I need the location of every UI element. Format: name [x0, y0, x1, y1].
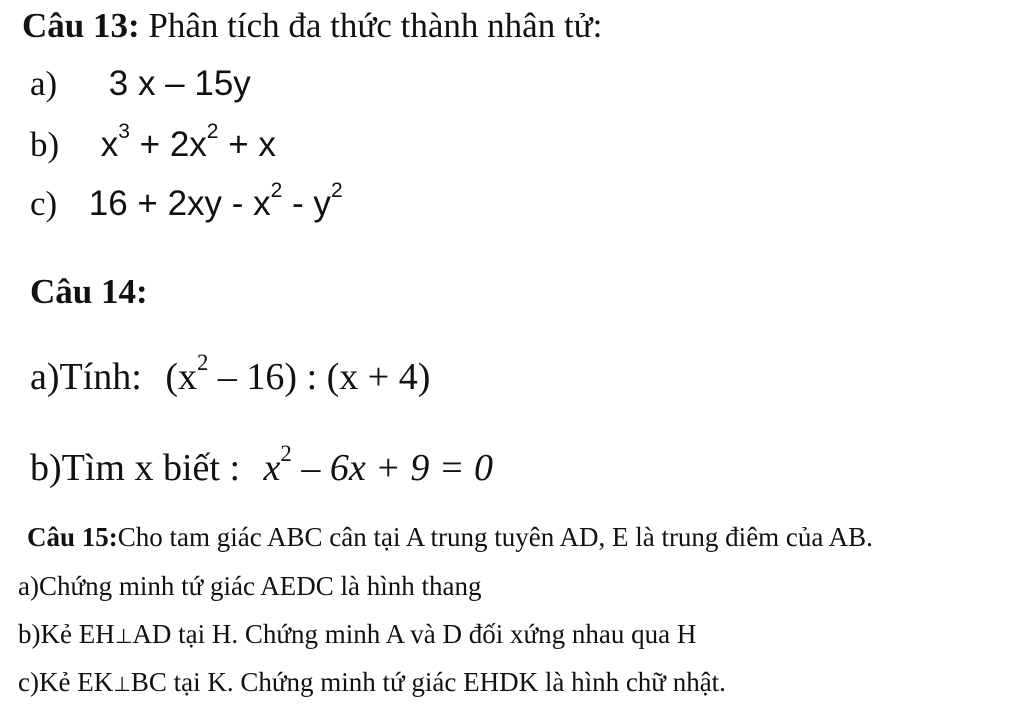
q13-title: Câu 13:	[22, 6, 140, 45]
q15-heading	[27, 522, 873, 553]
q13-a-expr: 3 x – 15y	[108, 64, 251, 103]
q13-heading	[22, 6, 602, 46]
q13-item-a	[30, 64, 251, 104]
q15-prompt: Cho tam giác ABC cân tại A trung tuyên AD, E là trung điêm của AB.	[117, 522, 873, 552]
q15-title: Câu 15:	[27, 522, 118, 552]
q15-item-b: b)Kẻ EH⊥AD tại H. Chứng minh A và D đối xứng nhau qua H	[18, 619, 697, 649]
q13-item-b	[30, 120, 276, 165]
q13-b-expr: $x^3 + 2x^2 + x$	[100, 120, 276, 164]
q14-a-expr: $(x^2 - 16)$ : (x + 4)	[165, 349, 431, 398]
q14-item-b	[30, 440, 493, 490]
q13-b-label: b)	[30, 125, 60, 164]
perpendicular-icon: ⊥	[114, 624, 133, 648]
q15-item-a: a)Chứng minh tứ giác AEDC là hình thang	[18, 571, 482, 601]
perpendicular-icon: ⊥	[113, 672, 131, 696]
q14-title: Câu 14:	[30, 272, 148, 311]
q14-a-label: a)Tính:	[30, 356, 142, 398]
q14-item-a	[30, 349, 431, 399]
q13-a-label: a)	[30, 64, 58, 103]
q15-item-c: c)Kẻ EK⊥BC tại K. Chứng minh tứ giác EHDK là hình chữ nhật.	[18, 667, 726, 697]
q13-item-c	[30, 179, 343, 224]
q13-c-expr: $16 + 2xy - x^2 - y^2$	[88, 179, 343, 223]
q14-b-label: b)Tìm x biết :	[30, 447, 241, 489]
q14-b-expr: $x^2 - 6x + 9 = 0$	[263, 440, 493, 489]
q13-c-label: c)	[30, 184, 58, 223]
q13-prompt: Phân tích đa thức thành nhân tử:	[148, 6, 603, 45]
